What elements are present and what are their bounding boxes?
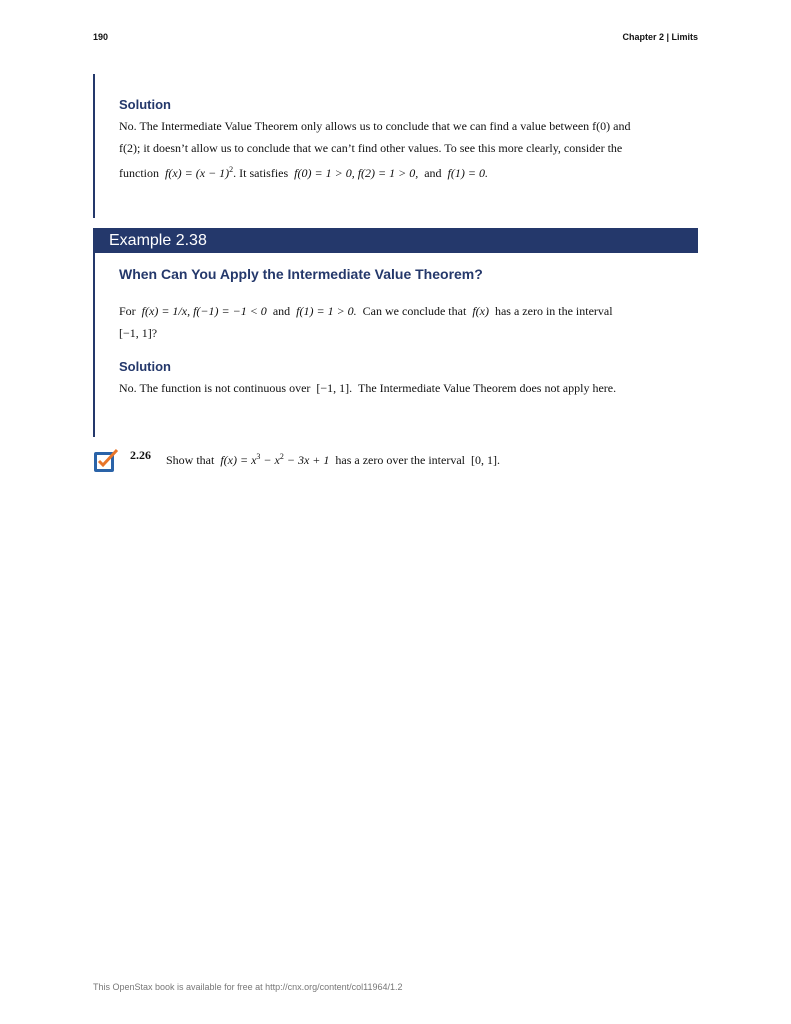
- footer-note: This OpenStax book is available for free at http://cnx.org/content/col11964/1.2: [93, 982, 403, 992]
- page-number: 190: [93, 32, 109, 42]
- example-line-2: [−1, 1]?: [119, 326, 158, 340]
- math-values: f(0) = 1 > 0, f(2) = 1 > 0,: [294, 166, 419, 180]
- math-f1: f(1) = 0.: [447, 166, 488, 180]
- solution-line-1: No. The Intermediate Value Theorem only allows us to conclude that we can find a value between f(0) and: [119, 119, 631, 133]
- example-banner: [93, 228, 698, 253]
- solution-paragraph: [119, 115, 674, 184]
- solution-line-3: function $f(x) = (x - 1)^2$. It satisfies f(0) = 1 > 0, f(2) = 1 > 0, and f(1) = 0.: [119, 165, 488, 180]
- exercise-text: Show that $f(x) = x^3 - x^2 - 3x + 1$ has a zero over the interval [0, 1].: [166, 452, 500, 467]
- exercise-number: 2.26: [130, 448, 151, 462]
- example-label: Example 2.38: [109, 232, 207, 249]
- checkpoint-icon: [93, 448, 119, 474]
- example-title: When Can You Apply the Intermediate Value Theorem?: [119, 266, 483, 282]
- solution-heading-2: Solution: [119, 359, 171, 374]
- math-fx: f(x) = (x − 1): [165, 166, 230, 180]
- example-side-rule: [93, 253, 95, 437]
- solution-side-rule: [93, 74, 95, 218]
- solution-paragraph-2: No. The function is not continuous over [−1, 1]. The Intermediate Value Theorem does not apply here.: [119, 381, 617, 395]
- solution-heading: Solution: [119, 97, 171, 112]
- example-line-1: For f(x) = 1/x, f(−1) = −1 < 0 and f(1) = 1 > 0. Can we conclude that f(x) has a zero in the interval: [119, 304, 613, 318]
- example-paragraph: [119, 300, 674, 344]
- chapter-title: Chapter 2 | Limits: [622, 32, 698, 42]
- solution-line-2: f(2); it doesn’t allow us to conclude that we can’t find other values. To see this more clearly, consider the: [119, 141, 623, 155]
